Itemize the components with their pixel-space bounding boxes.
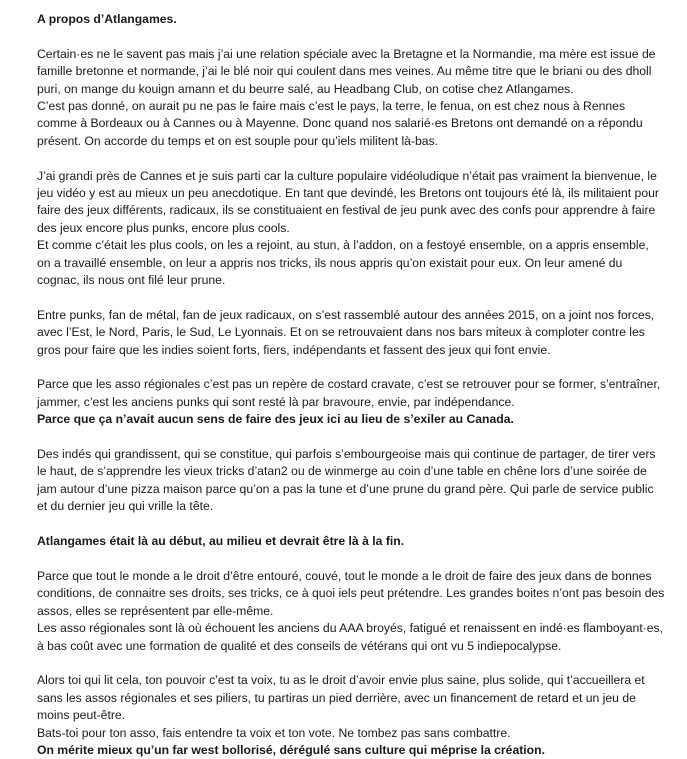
paragraph-asso-regionales	[37, 376, 665, 428]
paragraph-statement: Atlangames était là au début, au milieu et devrait être là à la fin.	[37, 534, 405, 549]
document-body	[37, 11, 665, 759]
paragraph-indes: Des indés qui grandissent, qui se constitue, qui parfois s’embourgeoise mais qui continue de partager, de tirer vers le haut, de s’apprendre les vieux tricks d’atan2 ou de winmerge au coin d’une table en chêne lors d’une soirée de jam autour d’une pizza maison parce qu’on a pas la tune et d’une prune du grand père. Qui parle de service public et du dernier jeu qui vrille la tête.	[37, 447, 656, 514]
document-title: A propos d’Atlangames.	[37, 12, 177, 26]
paragraph-text: Les asso régionales sont là où échouent les anciens du AAA broyés, fatigué et renaissent en indé·es flamboyant·es, à bas coût avec une formation de qualité et des conseils de vétérans qui ont vu 5 indiepocalypse.	[37, 621, 664, 653]
paragraph-droits	[37, 568, 665, 655]
paragraph-punks: Entre punks, fan de métal, fan de jeux radicaux, on s’est rassemblé autour des années 2015, on a joint nos forces, avec l’Est, le Nord, Paris, le Sud, Le Lyonnais. Et on se retrouvaient dans nos bars miteux à comploter contre les gros pour faire que les indies soient forts, fiers, indépendants et fassent des jeux qui font envie.	[37, 307, 655, 357]
paragraph-bold-text: On mérite mieux qu’un far west bollorisé, dérégulé sans culture qui méprise la création.	[37, 742, 545, 757]
paragraph-text: Parce que les asso régionales c’est pas un repère de costard cravate, c’est se retrouver pour se former, s’entraîner, jammer, c’est les anciens punks qui sont resté là par bravoure, envie, par indépendance.	[37, 377, 661, 409]
paragraph-text: J’ai grandi près de Cannes et je suis parti car la culture populaire vidéoludique n’était pas vraiment la bienvenue, le jeu vidéo y est au mieux un peu anecdotique. En tant que devindé, les Bretons ont toujours été là, ils militaient pour faire des jeux différents, radicaux, ils se constituaient en festival de jeu punk avec des confs pour apprendre à faire des jeux encore plus punks, encore plus cools.	[37, 168, 659, 235]
paragraph-text: Alors toi qui lit cela, ton pouvoir c’est ta voix, tu as le droit d’avoir envie plus saine, plus solide, qui t’accueillera et sans les assos régionales et ses piliers, tu partiras un pied derrière, avec un financement de retard et un jeu de moins peut-être.	[37, 673, 645, 723]
paragraph-bold-text: Parce que ça n’avait aucun sens de faire des jeux ici au lieu de s’exiler au Canada.	[37, 412, 514, 427]
paragraph-appel	[37, 672, 665, 759]
paragraph-bretagne	[37, 46, 665, 150]
paragraph-text: Parce que tout le monde a le droit d’être entouré, couvé, tout le monde a le droit de faire des jeux dans de bonnes conditions, de connaitre ses droits, ses tricks, ce à quoi iels peut prétendre. Les grandes boites n’ont pas besoin des assos, elles se représentent par elle-même.	[37, 568, 665, 618]
paragraph-text: Et comme c’était les plus cools, on les a rejoint, au stun, à l’addon, on a festoyé ensemble, on a appris ensemble, on a travaillé ensemble, on leur a appris nos tricks, ils nous appris qu’on existait pour eux. On leur amené du cognac, ils nous ont filé leur prune.	[37, 238, 649, 288]
paragraph-cannes	[37, 168, 665, 290]
paragraph-text: C’est pas donné, on aurait pu ne pas le faire mais c’est le pays, la terre, le fenua, on est chez nous à Rennes comme à Bordeaux ou à Cannes ou à Mayenne. Donc quand nos salarié·es Bretons ont demandé on a répondu présent. On accorde du temps et on est souple pour qu’iels militent là-bas.	[37, 99, 643, 148]
paragraph-text: Certain·es ne le savent pas mais j’ai une relation spéciale avec la Bretagne et la Normandie, ma mère est issue de famille bretonne et normande, j’ai le blé noir qui coulent dans mes veines. Au même titre que le briani ou des dholl puri, on mange du kouign amann et du beurre salé, au Headbang Club, on cotise chez Atlangames.	[37, 46, 656, 96]
paragraph-text: Bats-toi pour ton asso, fais entendre ta voix et ton vote. Ne tombez pas sans combattre.	[37, 725, 511, 740]
